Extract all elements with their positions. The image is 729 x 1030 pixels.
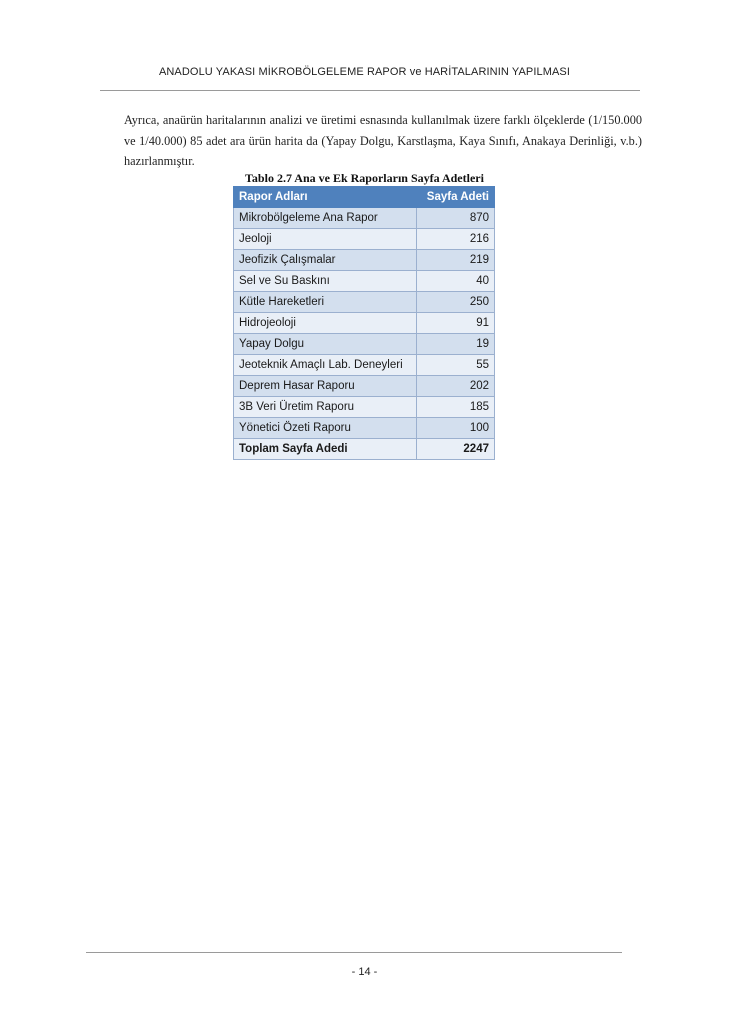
table-row: [234, 250, 495, 271]
page-count-cell: 185: [417, 397, 495, 418]
page-count-cell: 202: [417, 376, 495, 397]
table-row: [234, 271, 495, 292]
column-header-page-count: Sayfa Adeti: [417, 187, 495, 208]
report-name-cell: Mikrobölgeleme Ana Rapor: [234, 208, 417, 229]
report-name-cell: Sel ve Su Baskını: [234, 271, 417, 292]
page-count-cell: 250: [417, 292, 495, 313]
table-row: [234, 208, 495, 229]
report-name-cell: Yönetici Özeti Raporu: [234, 418, 417, 439]
report-name-cell: Yapay Dolgu: [234, 334, 417, 355]
page-count-cell: 100: [417, 418, 495, 439]
report-name-cell: Deprem Hasar Raporu: [234, 376, 417, 397]
table-row: [234, 376, 495, 397]
table-row: [234, 397, 495, 418]
report-name-cell: 3B Veri Üretim Raporu: [234, 397, 417, 418]
table-row: [234, 418, 495, 439]
table-row: [234, 313, 495, 334]
page-count-cell: 40: [417, 271, 495, 292]
page-count-cell: 216: [417, 229, 495, 250]
body-paragraph: Ayrıca, anaürün haritalarının analizi ve üretimi esnasında kullanılmak üzere farklı ölçeklerde (1/150.000 ve 1/40.000) 85 adet ara ürün harita da (Yapay Dolgu, Karstlaşma, Kaya Sınıfı, Anakaya Derinliği, v.b.) hazırlanmıştır.: [124, 113, 642, 168]
report-name-cell: Jeoteknik Amaçlı Lab. Deneyleri: [234, 355, 417, 376]
table-row: [234, 334, 495, 355]
column-header-report-name: Rapor Adları: [234, 187, 417, 208]
page-count-cell: 219: [417, 250, 495, 271]
total-value-cell: 2247: [417, 439, 495, 460]
table-caption: Tablo 2.7 Ana ve Ek Raporların Sayfa Adetleri: [245, 171, 484, 185]
page-count-cell: 19: [417, 334, 495, 355]
table-total-row: [234, 439, 495, 460]
table-row: [234, 355, 495, 376]
report-name-cell: Jeoloji: [234, 229, 417, 250]
header-divider: [100, 90, 640, 91]
footer-divider: [86, 952, 622, 953]
report-name-cell: Hidrojeoloji: [234, 313, 417, 334]
table-header-row: [234, 187, 495, 208]
report-name-cell: Kütle Hareketleri: [234, 292, 417, 313]
report-page-count-table: [233, 186, 495, 460]
total-label-cell: Toplam Sayfa Adedi: [234, 439, 417, 460]
page-count-cell: 55: [417, 355, 495, 376]
table-row: [234, 229, 495, 250]
page-number: - 14 -: [351, 966, 378, 978]
table-row: [234, 292, 495, 313]
page-count-cell: 870: [417, 208, 495, 229]
running-header: ANADOLU YAKASI MİKROBÖLGELEME RAPOR ve HARİTALARININ YAPILMASI: [158, 66, 571, 78]
report-name-cell: Jeofizik Çalışmalar: [234, 250, 417, 271]
page-count-cell: 91: [417, 313, 495, 334]
